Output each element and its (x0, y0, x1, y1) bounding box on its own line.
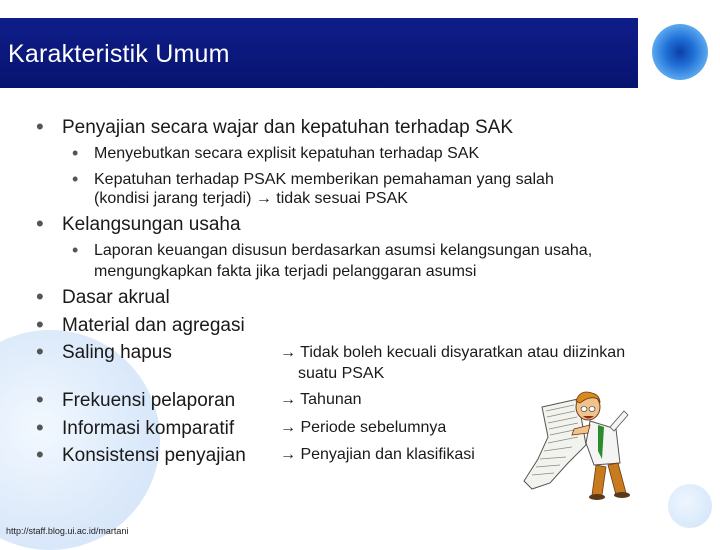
item-note: → Tidak boleh kecuali disyaratkan atau diizinkan (280, 344, 626, 361)
bullet-icon: • (36, 442, 44, 467)
list-item: Material dan agregasi (62, 315, 245, 336)
bullet-icon: • (36, 387, 44, 412)
bullet-icon: • (36, 339, 44, 364)
bullet-icon: • (36, 415, 44, 440)
list-item: Frekuensi pelaporan (62, 390, 236, 411)
bullet-icon: • (72, 143, 79, 163)
bullet-icon: • (36, 114, 44, 139)
sub-list-item: Kepatuhan terhadap PSAK memberikan pemahaman yang salah (94, 171, 554, 188)
list-item: Dasar akrual (62, 287, 170, 308)
item-note: → Tahunan (280, 391, 362, 408)
list-item: Saling hapus (62, 342, 172, 363)
sub-list-item: Menyebutkan secara explisit kepatuhan terhadap SAK (94, 145, 480, 162)
sub-list-item-continuation: mengungkapkan fakta jika terjadi pelanggaran asumsi (94, 263, 477, 280)
slide-title: Karakteristik Umum (8, 40, 230, 68)
footer-url: http://staff.blog.ui.ac.id/martani (6, 526, 129, 536)
bullet-icon: • (72, 240, 79, 260)
item-note: → Periode sebelumnya (280, 419, 447, 436)
bullet-icon: • (36, 284, 44, 309)
background-circle-small (668, 484, 712, 528)
item-note-continuation: suatu PSAK (298, 365, 385, 382)
blue-orb-decoration (652, 24, 708, 80)
sub-list-item-continuation: (kondisi jarang terjadi) → tidak sesuai PSAK (94, 190, 408, 207)
list-item: Penyajian secara wajar dan kepatuhan terhadap SAK (62, 117, 514, 138)
item-note: → Penyajian dan klasifikasi (280, 446, 475, 463)
sub-list-item: Laporan keuangan disusun berdasarkan asumsi kelangsungan usaha, (94, 242, 593, 259)
list-item: Kelangsungan usaha (62, 214, 241, 235)
list-item: Informasi komparatif (62, 418, 235, 439)
list-item: Konsistensi penyajian (62, 445, 246, 466)
man-reading-paper-illustration (520, 385, 640, 500)
bullet-icon: • (36, 312, 44, 337)
bullet-icon: • (72, 169, 79, 189)
bullet-icon: • (36, 211, 44, 236)
